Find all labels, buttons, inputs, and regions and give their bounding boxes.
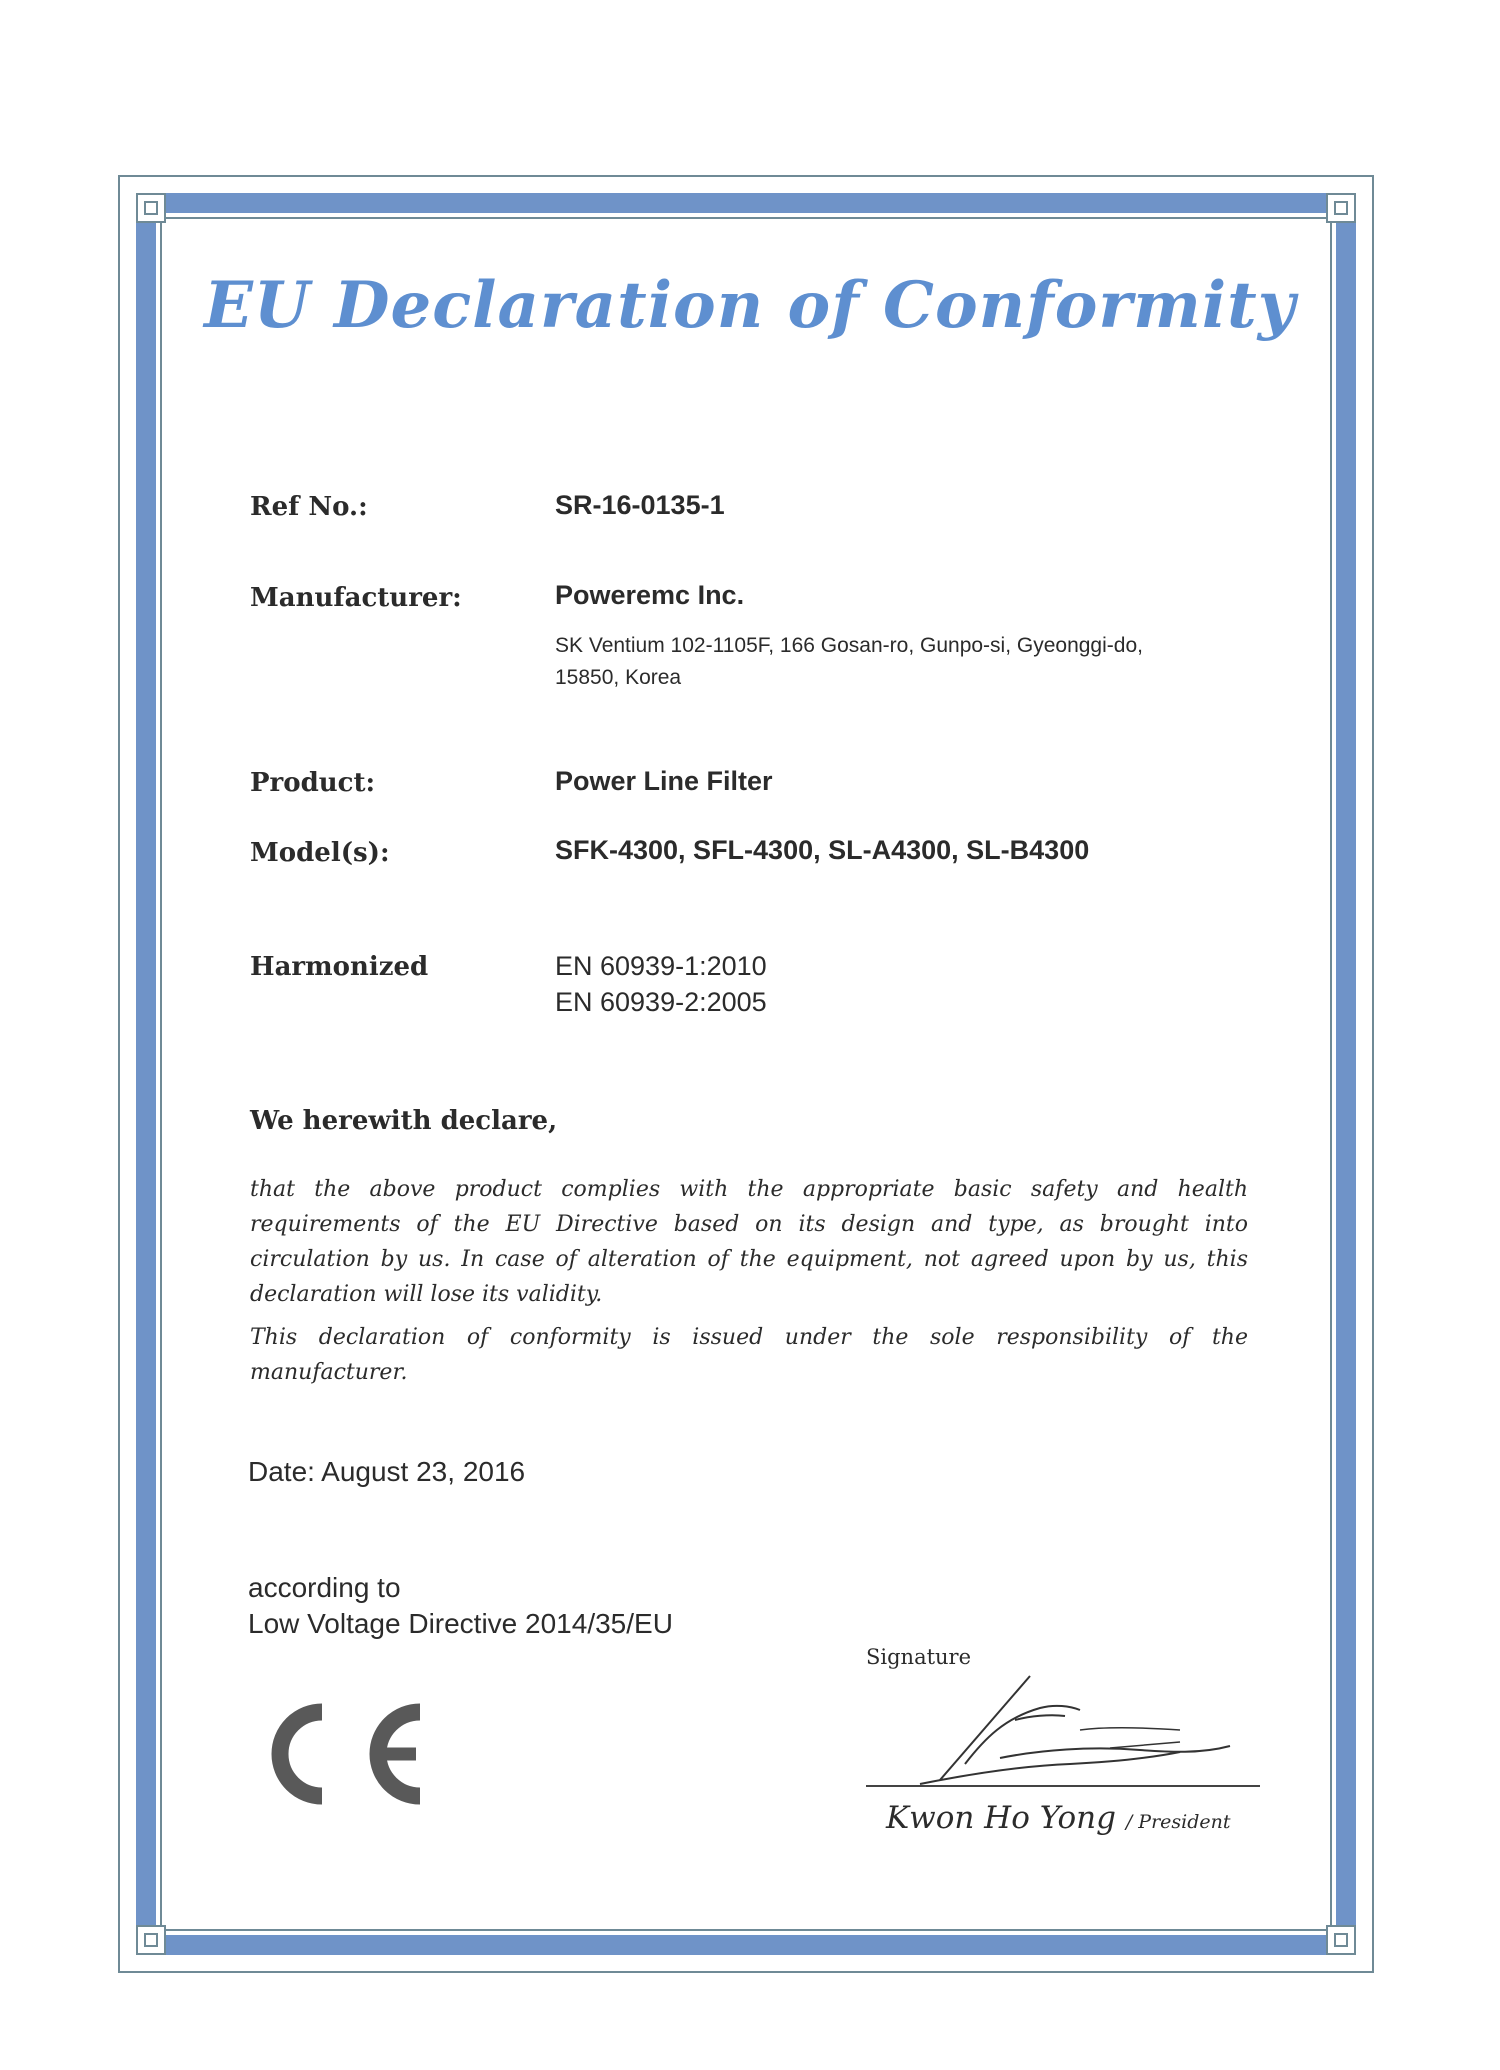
product-value: Power Line Filter (555, 766, 773, 796)
signature-label: Signature (866, 1645, 972, 1669)
according-to-text: according to (248, 1572, 401, 1603)
handwritten-signature (880, 1668, 1270, 1788)
document-title: EU Declaration of Conformity (204, 268, 1296, 343)
directive-text: Low Voltage Directive 2014/35/EU (248, 1608, 673, 1639)
corner-ornament-top-left (118, 175, 174, 231)
standard-item: EN 60939-1:2010 (555, 951, 767, 981)
ref-no-value: SR-16-0135-1 (555, 490, 725, 520)
signatory-name-text: Kwon Ho Yong (886, 1800, 1116, 1836)
signatory-name (886, 1800, 1231, 1836)
standard-item: EN 60939-2:2005 (555, 987, 767, 1017)
manufacturer-address-line1: SK Ventium 102-1105F, 166 Gosan-ro, Gunpo-si, Gyeonggi-do, (555, 634, 1143, 657)
harmonized-label: Harmonized (250, 952, 429, 982)
ce-mark-icon (250, 1696, 430, 1812)
models-label: Model(s): (250, 838, 390, 868)
declaration-heading: We herewith declare, (250, 1106, 558, 1136)
manufacturer-address-line2: 15850, Korea (555, 666, 682, 689)
ref-no-label: Ref No.: (250, 492, 368, 522)
manufacturer-label: Manufacturer: (250, 583, 462, 613)
product-label: Product: (250, 768, 376, 798)
corner-ornament-bottom-left (118, 1917, 174, 1973)
signature-line (866, 1785, 1260, 1787)
corner-ornament-bottom-right (1318, 1917, 1374, 1973)
responsibility-paragraph: This declaration of conformity is issued under the sole responsibility of the manufacturer. (250, 1325, 1248, 1385)
declaration-paragraph: that the above product complies with the appropriate basic safety and health requirements of the EU Directive based on its design and type, as brought into circulation by us. In case of alteration of the equipment, not agreed upon by us, this declaration will lose its validity. (250, 1177, 1248, 1307)
signatory-role: / President (1125, 1811, 1231, 1833)
manufacturer-name: Poweremc Inc. (555, 580, 745, 610)
date-text: Date: August 23, 2016 (248, 1456, 526, 1487)
models-value: SFK-4300, SFL-4300, SL-A4300, SL-B4300 (555, 835, 1090, 865)
corner-ornament-top-right (1318, 175, 1374, 231)
